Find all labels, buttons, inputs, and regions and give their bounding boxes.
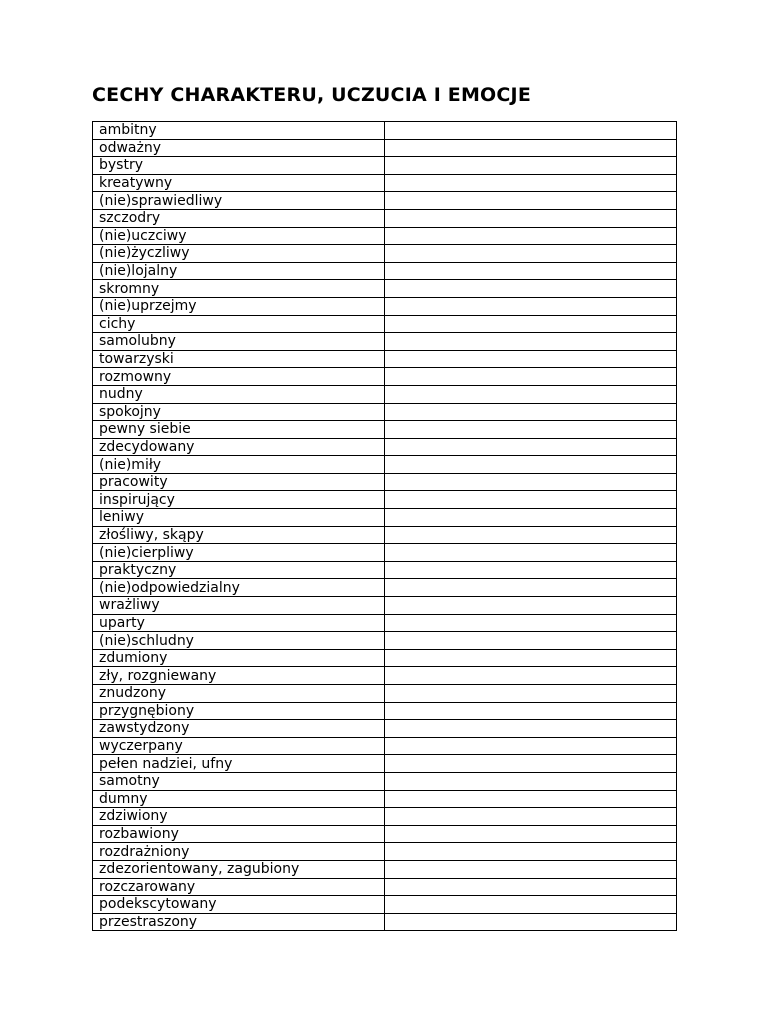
table-row (93, 122, 677, 140)
table-row (93, 192, 677, 210)
answer-cell[interactable] (385, 720, 677, 738)
answer-cell[interactable] (385, 509, 677, 527)
table-row (93, 403, 677, 421)
answer-cell[interactable] (385, 913, 677, 931)
answer-cell[interactable] (385, 632, 677, 650)
table-row (93, 720, 677, 738)
answer-cell[interactable] (385, 614, 677, 632)
table-row (93, 456, 677, 474)
word-cell: nudny (93, 385, 385, 403)
page-title: CECHY CHARAKTERU, UCZUCIA I EMOCJE (92, 84, 532, 106)
table-row (93, 544, 677, 562)
table-row (93, 561, 677, 579)
table-row (93, 209, 677, 227)
word-cell: szczodry (93, 209, 385, 227)
word-cell: wrażliwy (93, 597, 385, 615)
vocabulary-table (92, 121, 677, 931)
word-cell: (nie)sprawiedliwy (93, 192, 385, 210)
table-row (93, 667, 677, 685)
answer-cell[interactable] (385, 139, 677, 157)
answer-cell[interactable] (385, 456, 677, 474)
answer-cell[interactable] (385, 878, 677, 896)
table-row (93, 280, 677, 298)
word-cell: (nie)lojalny (93, 262, 385, 280)
table-row (93, 245, 677, 263)
answer-cell[interactable] (385, 403, 677, 421)
answer-cell[interactable] (385, 772, 677, 790)
word-cell: samolubny (93, 333, 385, 351)
table-row (93, 896, 677, 914)
answer-cell[interactable] (385, 368, 677, 386)
answer-cell[interactable] (385, 297, 677, 315)
word-cell: podekscytowany (93, 896, 385, 914)
word-cell: (nie)odpowiedzialny (93, 579, 385, 597)
table-row (93, 421, 677, 439)
word-cell: zdziwiony (93, 808, 385, 826)
word-cell: kreatywny (93, 174, 385, 192)
word-cell: rozbawiony (93, 825, 385, 843)
word-cell: wyczerpany (93, 737, 385, 755)
word-cell: pracowity (93, 473, 385, 491)
word-cell: (nie)uprzejmy (93, 297, 385, 315)
vocabulary-table-body (93, 122, 677, 931)
answer-cell[interactable] (385, 526, 677, 544)
answer-cell[interactable] (385, 685, 677, 703)
word-cell: odważny (93, 139, 385, 157)
answer-cell[interactable] (385, 421, 677, 439)
word-cell: pełen nadziei, ufny (93, 755, 385, 773)
table-row (93, 878, 677, 896)
table-row (93, 614, 677, 632)
word-cell: pewny siebie (93, 421, 385, 439)
answer-cell[interactable] (385, 544, 677, 562)
word-cell: złośliwy, skąpy (93, 526, 385, 544)
answer-cell[interactable] (385, 350, 677, 368)
table-row (93, 579, 677, 597)
table-row (93, 297, 677, 315)
word-cell: samotny (93, 772, 385, 790)
table-row (93, 473, 677, 491)
answer-cell[interactable] (385, 315, 677, 333)
table-row (93, 139, 677, 157)
word-cell: praktyczny (93, 561, 385, 579)
answer-cell[interactable] (385, 262, 677, 280)
table-row (93, 649, 677, 667)
word-cell: towarzyski (93, 350, 385, 368)
table-row (93, 526, 677, 544)
answer-cell[interactable] (385, 579, 677, 597)
answer-cell[interactable] (385, 825, 677, 843)
answer-cell[interactable] (385, 333, 677, 351)
table-row (93, 350, 677, 368)
table-row (93, 368, 677, 386)
table-row (93, 913, 677, 931)
table-row (93, 438, 677, 456)
word-cell: znudzony (93, 685, 385, 703)
answer-cell[interactable] (385, 438, 677, 456)
table-row (93, 315, 677, 333)
answer-cell[interactable] (385, 561, 677, 579)
word-cell: rozdrażniony (93, 843, 385, 861)
answer-cell[interactable] (385, 227, 677, 245)
table-row (93, 825, 677, 843)
answer-cell[interactable] (385, 737, 677, 755)
answer-cell[interactable] (385, 755, 677, 773)
answer-cell[interactable] (385, 843, 677, 861)
table-row (93, 597, 677, 615)
answer-cell[interactable] (385, 174, 677, 192)
word-cell: rozczarowany (93, 878, 385, 896)
answer-cell[interactable] (385, 209, 677, 227)
word-cell: spokojny (93, 403, 385, 421)
word-cell: leniwy (93, 509, 385, 527)
table-row (93, 702, 677, 720)
word-cell: zły, rozgniewany (93, 667, 385, 685)
word-cell: zdecydowany (93, 438, 385, 456)
table-row (93, 737, 677, 755)
table-row (93, 227, 677, 245)
word-cell: ambitny (93, 122, 385, 140)
word-cell: (nie)uczciwy (93, 227, 385, 245)
word-cell: cichy (93, 315, 385, 333)
word-cell: uparty (93, 614, 385, 632)
table-row (93, 685, 677, 703)
answer-cell[interactable] (385, 192, 677, 210)
table-row (93, 385, 677, 403)
table-row (93, 790, 677, 808)
answer-cell[interactable] (385, 385, 677, 403)
word-cell: zdumiony (93, 649, 385, 667)
word-cell: przygnębiony (93, 702, 385, 720)
word-cell: rozmowny (93, 368, 385, 386)
word-cell: (nie)cierpliwy (93, 544, 385, 562)
table-row (93, 755, 677, 773)
word-cell: bystry (93, 157, 385, 175)
table-row (93, 333, 677, 351)
table-row (93, 174, 677, 192)
word-cell: inspirujący (93, 491, 385, 509)
answer-cell[interactable] (385, 122, 677, 140)
table-row (93, 632, 677, 650)
answer-cell[interactable] (385, 860, 677, 878)
word-cell: zawstydzony (93, 720, 385, 738)
word-cell: dumny (93, 790, 385, 808)
word-cell: (nie)życzliwy (93, 245, 385, 263)
answer-cell[interactable] (385, 808, 677, 826)
answer-cell[interactable] (385, 649, 677, 667)
answer-cell[interactable] (385, 667, 677, 685)
answer-cell[interactable] (385, 702, 677, 720)
word-cell: (nie)miły (93, 456, 385, 474)
table-row (93, 509, 677, 527)
table-row (93, 157, 677, 175)
word-cell: skromny (93, 280, 385, 298)
word-cell: przestraszony (93, 913, 385, 931)
answer-cell[interactable] (385, 473, 677, 491)
answer-cell[interactable] (385, 896, 677, 914)
answer-cell[interactable] (385, 245, 677, 263)
table-row (93, 772, 677, 790)
table-row (93, 491, 677, 509)
table-row (93, 843, 677, 861)
table-row (93, 860, 677, 878)
table-row (93, 808, 677, 826)
table-row (93, 262, 677, 280)
answer-cell[interactable] (385, 280, 677, 298)
answer-cell[interactable] (385, 597, 677, 615)
answer-cell[interactable] (385, 790, 677, 808)
answer-cell[interactable] (385, 157, 677, 175)
answer-cell[interactable] (385, 491, 677, 509)
word-cell: zdezorientowany, zagubiony (93, 860, 385, 878)
word-cell: (nie)schludny (93, 632, 385, 650)
